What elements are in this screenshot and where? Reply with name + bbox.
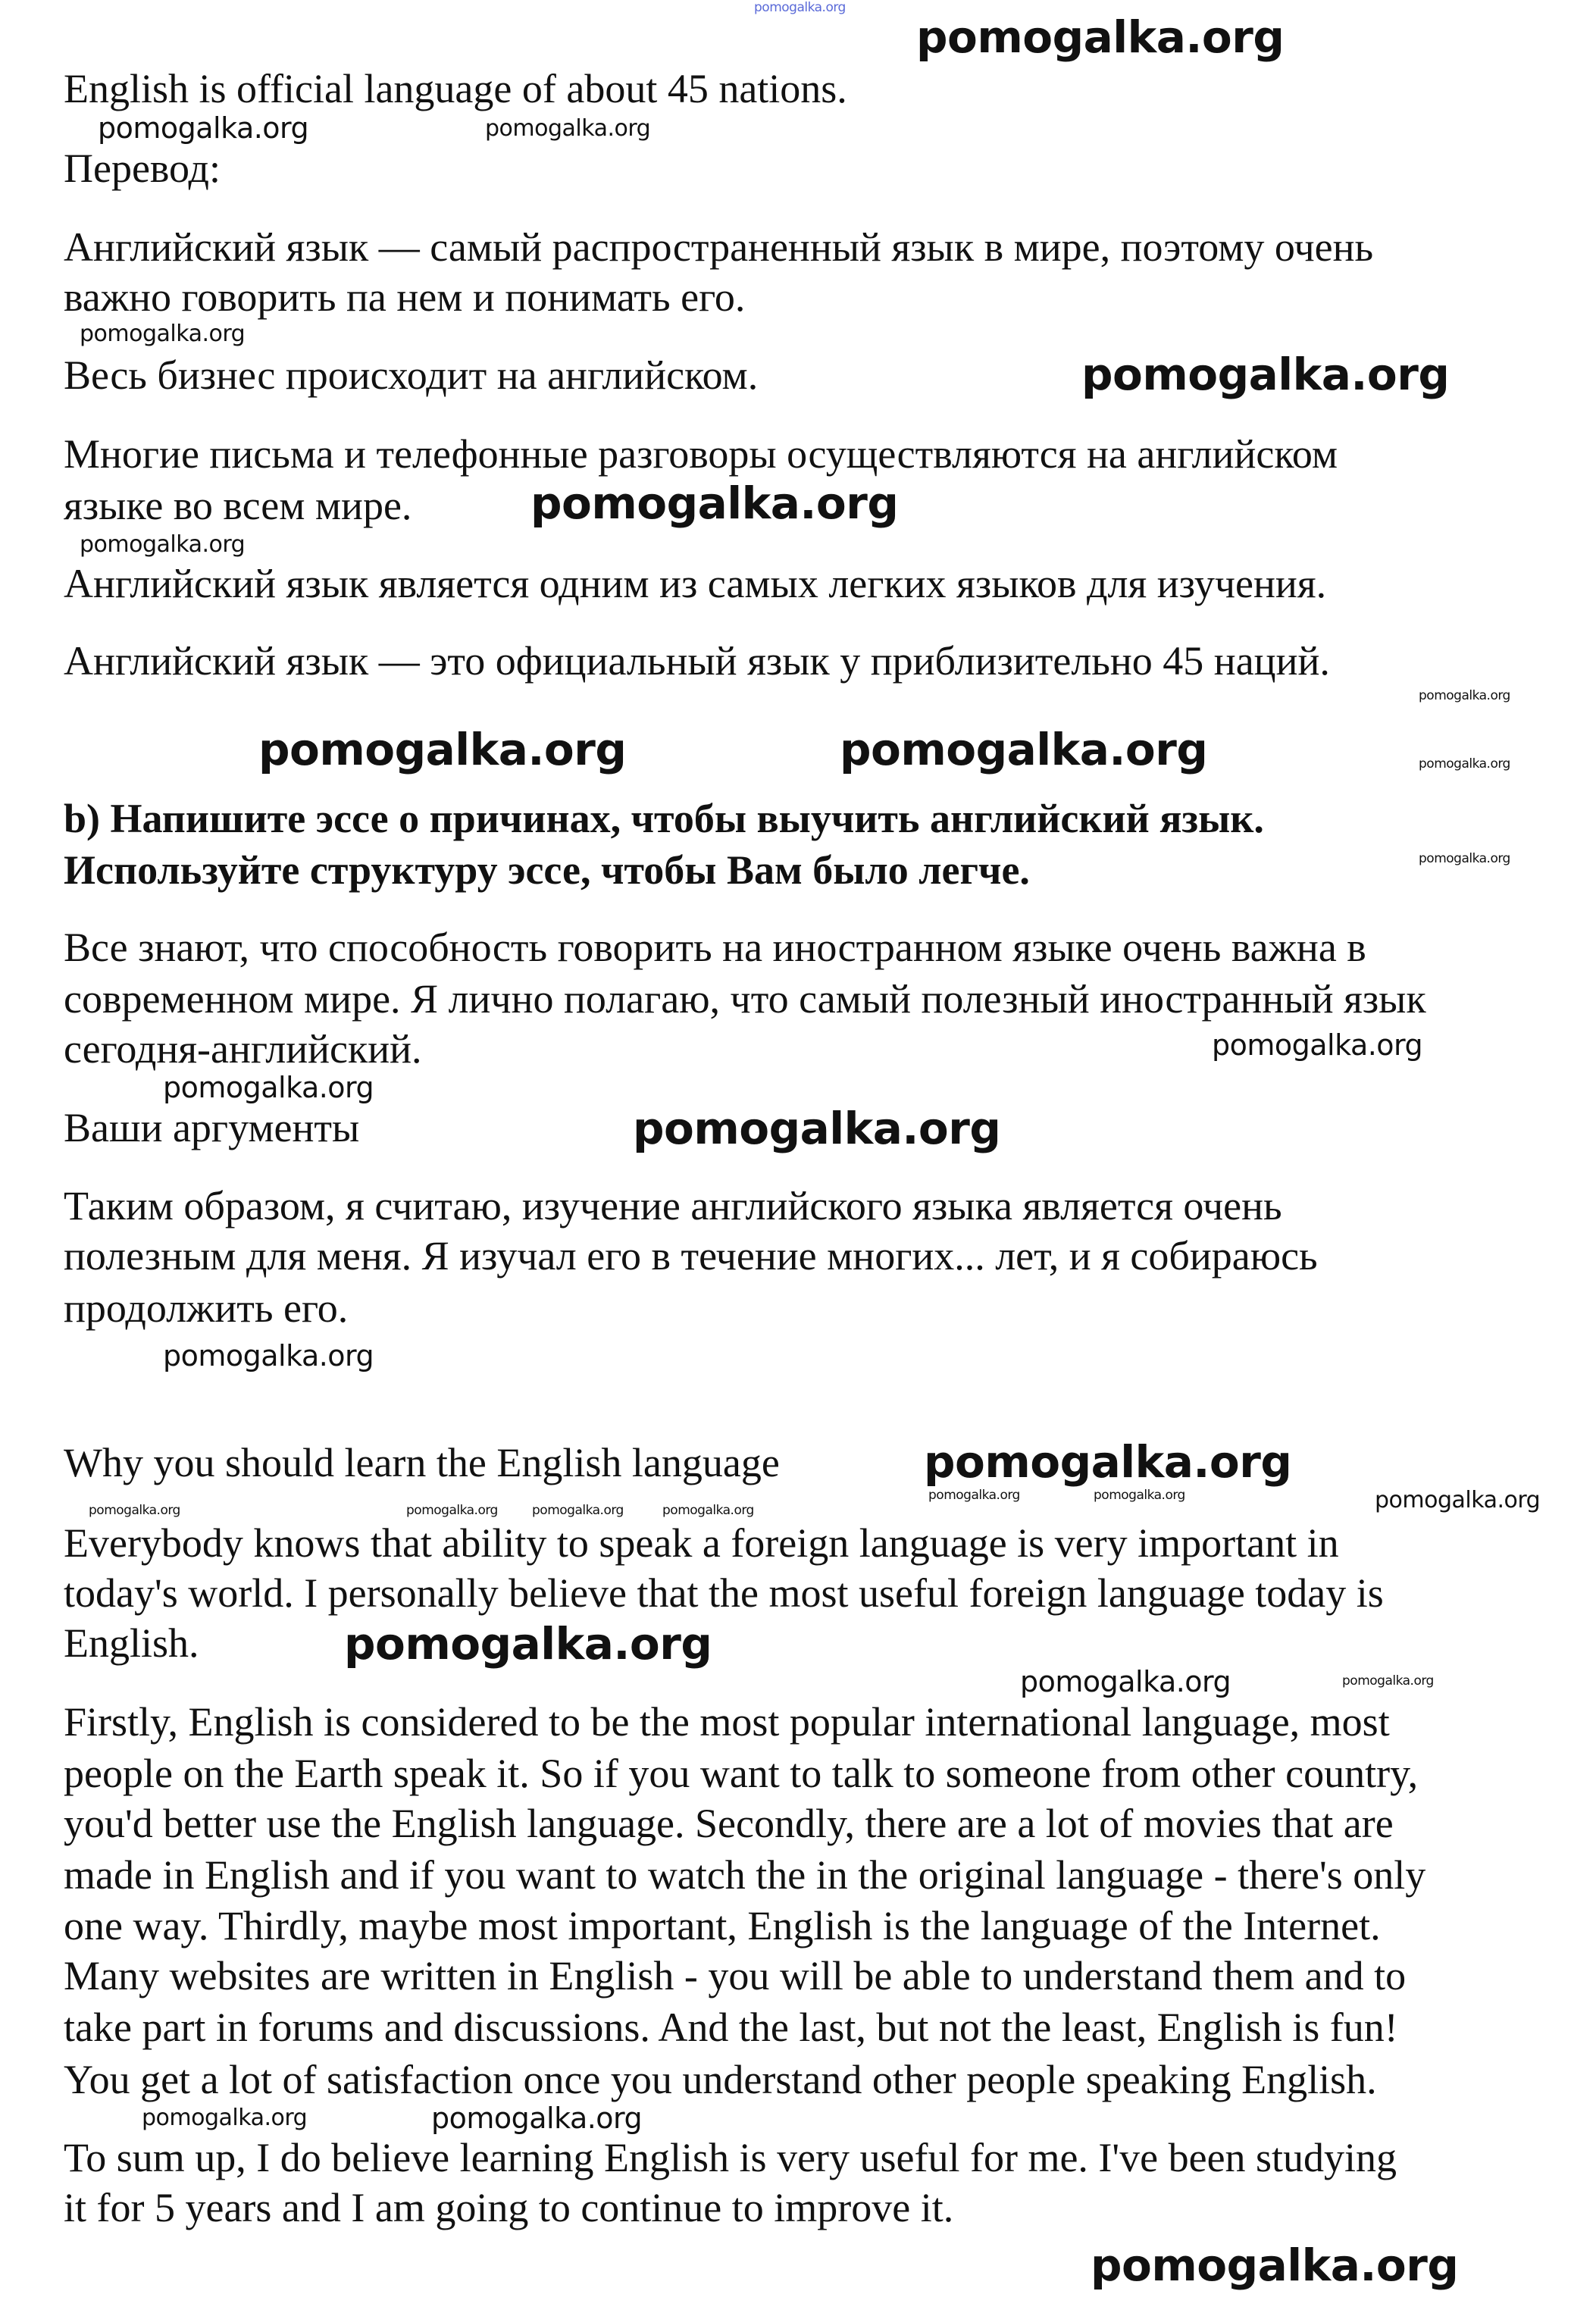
russian-essay-line: сегодня-английский. (64, 1026, 422, 1072)
watermark-text: pomogalka.org (1419, 688, 1510, 703)
russian-essay-line: Ваши аргументы (64, 1105, 360, 1150)
watermark-text: pomogalka.org (142, 2105, 308, 2131)
watermark-text: pomogalka.org (530, 477, 899, 529)
english-essay-line: today's world. I personally believe that the most useful foreign language today is (64, 1570, 1384, 1616)
english-essay-line: made in English and if you want to watch the in the original language - there's only (64, 1852, 1426, 1898)
task-heading-line: Используйте структуру эссе, чтобы Вам было легче. (64, 847, 1030, 893)
watermark-text: pomogalka.org (485, 115, 651, 142)
watermark-text: pomogalka.org (80, 531, 246, 558)
watermark-text: pomogalka.org (1375, 1487, 1541, 1513)
english-essay-line: take part in forums and discussions. And the last, but not the least, English is fun! (64, 2005, 1398, 2050)
russian-essay-line: Таким образом, я считаю, изучение английского языка является очень (64, 1183, 1282, 1228)
watermark-text: pomogalka.org (344, 1618, 712, 1670)
translation-line: Английский язык — это официальный язык у приблизительно 45 наций. (64, 638, 1330, 684)
russian-essay-line: продолжить его. (64, 1285, 349, 1331)
watermark-text: pomogalka.org (840, 724, 1208, 775)
english-essay-line: Everybody knows that ability to speak a foreign language is very important in (64, 1520, 1339, 1566)
translation-line: языке во всем мире. (64, 483, 412, 528)
translation-line: Английский язык — самый распространенный язык в мире, поэтому очень (64, 224, 1374, 270)
russian-essay-line: современном мире. Я лично полагаю, что самый полезный иностранный язык (64, 976, 1426, 1022)
watermark-text: pomogalka.org (1342, 1673, 1434, 1689)
watermark-text: pomogalka.org (1212, 1028, 1423, 1062)
watermark-text: pomogalka.org (1081, 349, 1450, 400)
english-essay-line: English. (64, 1620, 199, 1666)
english-essay-line: Many websites are written in English - you will be able to understand them and to (64, 1953, 1407, 1998)
translation-line: Английский язык является одним из самых легких языков для изучения. (64, 561, 1327, 606)
english-essay-line: one way. Thirdly, maybe most important, English is the language of the Internet. (64, 1903, 1381, 1948)
translation-line: Весь бизнес происходит на английском. (64, 352, 759, 398)
watermark-text: pomogalka.org (258, 724, 627, 775)
watermark-text: pomogalka.org (916, 11, 1285, 63)
translation-heading: Перевод: (64, 146, 221, 191)
watermark-text: pomogalka.org (633, 1103, 1001, 1154)
english-essay-line: You get a lot of satisfaction once you understand other people speaking English. (64, 2057, 1377, 2102)
watermark-text: pomogalka.org (1419, 756, 1510, 772)
watermark-text: pomogalka.org (924, 1436, 1292, 1488)
watermark-text: pomogalka.org (89, 1503, 180, 1518)
watermark-text: pomogalka.org (163, 1339, 374, 1372)
watermark-text: pomogalka.org (1419, 851, 1510, 866)
russian-essay-line: Все знают, что способность говорить на иностранном языке очень важна в (64, 925, 1366, 970)
translation-line: Многие письма и телефонные разговоры осуществляются на английском (64, 431, 1338, 477)
english-essay-line: Firstly, English is considered to be the most popular international language, most (64, 1699, 1390, 1745)
watermark-text: pomogalka.org (1091, 2239, 1459, 2291)
translation-line: важно говорить па нем и понимать его. (64, 274, 746, 320)
english-essay-line: people on the Earth speak it. So if you want to talk to someone from other country, (64, 1751, 1419, 1796)
watermark-text: pomogalka.org (532, 1503, 624, 1518)
watermark-text: pomogalka.org (406, 1503, 498, 1518)
watermark-text: pomogalka.org (163, 1071, 374, 1104)
watermark-text: pomogalka.org (431, 2102, 643, 2135)
russian-essay-line: полезным для меня. Я изучал его в течение многих... лет, и я собираюсь (64, 1233, 1318, 1279)
watermark-text: pomogalka.org (662, 1503, 754, 1518)
watermark-text: pomogalka.org (1020, 1665, 1231, 1698)
english-essay-line: it for 5 years and I am going to continue to improve it. (64, 2185, 954, 2230)
english-essay-line: To sum up, I do believe learning English is very useful for me. I've been studying (64, 2135, 1397, 2180)
task-heading-line: b) Напишите эссе о причинах, чтобы выучить английский язык. (64, 796, 1264, 841)
english-essay-line: you'd better use the English language. Secondly, there are a lot of movies that are (64, 1801, 1394, 1846)
watermark-text: pomogalka.org (80, 321, 246, 347)
watermark-text: pomogalka.org (754, 0, 846, 15)
english-essay-title: Why you should learn the English language (64, 1440, 780, 1485)
watermark-text: pomogalka.org (98, 111, 309, 145)
watermark-text: pomogalka.org (928, 1488, 1020, 1503)
watermark-text: pomogalka.org (1094, 1488, 1185, 1503)
intro-line: English is official language of about 45 nations. (64, 66, 847, 111)
